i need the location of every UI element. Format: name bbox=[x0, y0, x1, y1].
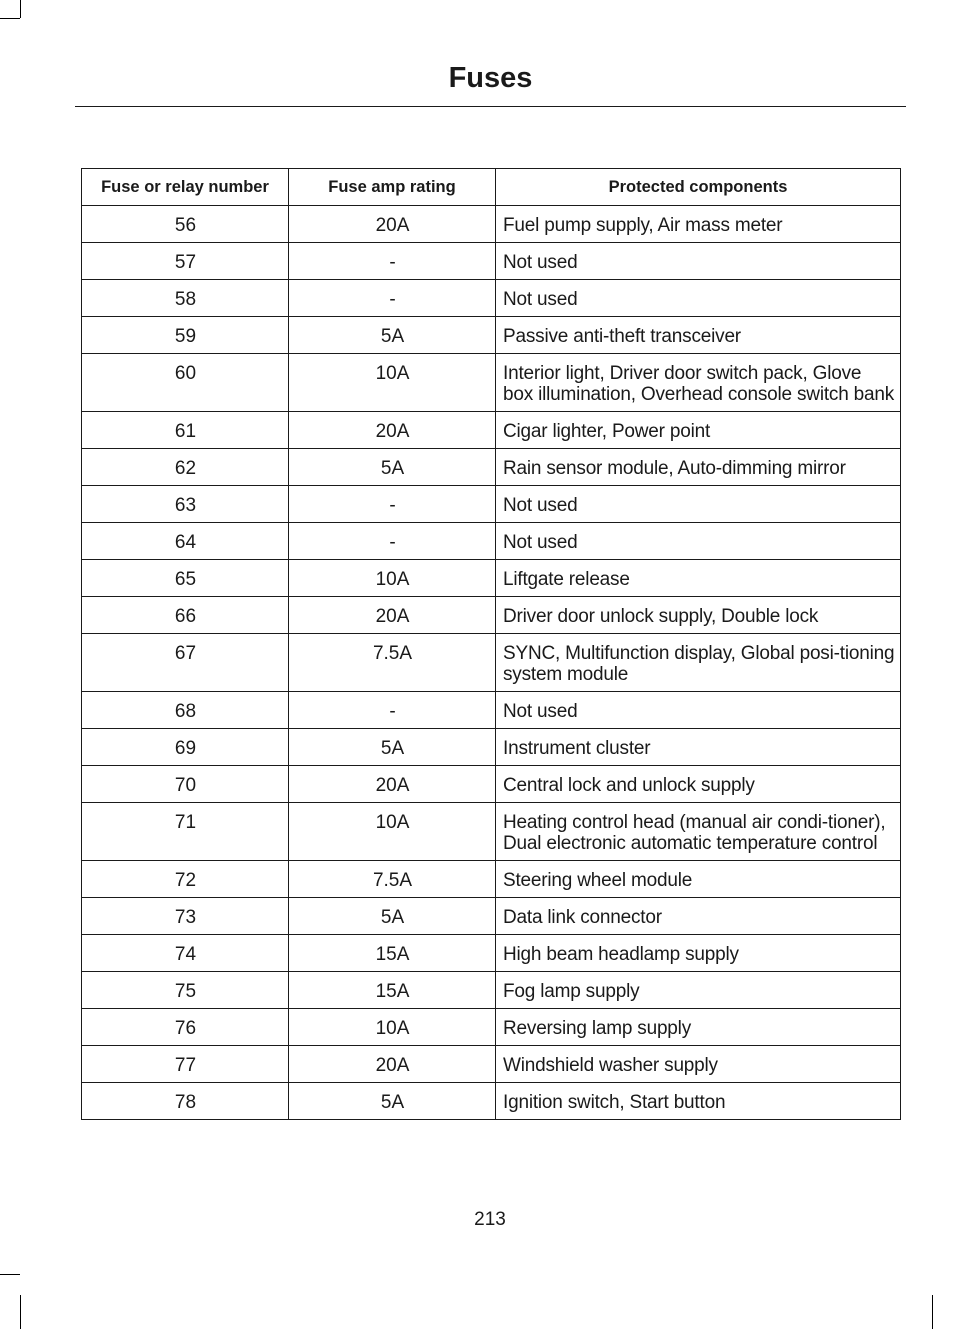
table-row bbox=[82, 898, 901, 935]
table-header-row bbox=[82, 169, 901, 206]
fuse-number-cell: 58 bbox=[82, 280, 289, 317]
table-row bbox=[82, 766, 901, 803]
table-row bbox=[82, 206, 901, 243]
fuse-number-cell: 63 bbox=[82, 486, 289, 523]
protected-components-cell: Not used bbox=[496, 280, 901, 317]
crop-mark bbox=[20, 0, 21, 18]
fuse-number-cell: 66 bbox=[82, 597, 289, 634]
protected-components-cell: Fog lamp supply bbox=[496, 972, 901, 1009]
protected-components-cell: Ignition switch, Start button bbox=[496, 1083, 901, 1120]
protected-components-cell: Interior light, Driver door switch pack, Glove box illumination, Overhead console switch bank bbox=[496, 354, 901, 412]
amp-rating-cell: - bbox=[289, 486, 496, 523]
amp-rating-cell: - bbox=[289, 523, 496, 560]
table-row bbox=[82, 1083, 901, 1120]
amp-rating-cell: 15A bbox=[289, 972, 496, 1009]
fuse-number-cell: 70 bbox=[82, 766, 289, 803]
amp-rating-cell: 10A bbox=[289, 354, 496, 412]
protected-components-cell: High beam headlamp supply bbox=[496, 935, 901, 972]
amp-rating-cell: 20A bbox=[289, 412, 496, 449]
fuse-number-cell: 57 bbox=[82, 243, 289, 280]
protected-components-cell: Driver door unlock supply, Double lock bbox=[496, 597, 901, 634]
fuse-number-cell: 64 bbox=[82, 523, 289, 560]
fuse-number-cell: 69 bbox=[82, 729, 289, 766]
table-row bbox=[82, 803, 901, 861]
protected-components-cell: Rain sensor module, Auto-dimming mirror bbox=[496, 449, 901, 486]
table-row bbox=[82, 861, 901, 898]
amp-rating-cell: 20A bbox=[289, 1046, 496, 1083]
page-number: 213 bbox=[474, 1209, 506, 1230]
table-row bbox=[82, 243, 901, 280]
amp-rating-cell: 10A bbox=[289, 560, 496, 597]
amp-rating-cell: 5A bbox=[289, 1083, 496, 1120]
table-row bbox=[82, 1009, 901, 1046]
protected-components-cell: Not used bbox=[496, 486, 901, 523]
table-row bbox=[82, 935, 901, 972]
protected-components-cell: SYNC, Multifunction display, Global posi-tioning system module bbox=[496, 634, 901, 692]
table-row bbox=[82, 486, 901, 523]
protected-components-cell: Not used bbox=[496, 523, 901, 560]
fuse-number-cell: 74 bbox=[82, 935, 289, 972]
fuse-number-cell: 76 bbox=[82, 1009, 289, 1046]
fuse-number-cell: 68 bbox=[82, 692, 289, 729]
protected-components-cell: Heating control head (manual air condi-tioner), Dual electronic automatic temperature control bbox=[496, 803, 901, 861]
table-row bbox=[82, 972, 901, 1009]
amp-rating-cell: - bbox=[289, 692, 496, 729]
amp-rating-cell: 10A bbox=[289, 803, 496, 861]
protected-components-cell: Not used bbox=[496, 692, 901, 729]
protected-components-cell: Data link connector bbox=[496, 898, 901, 935]
table-row bbox=[82, 449, 901, 486]
table-row bbox=[82, 729, 901, 766]
fuse-number-cell: 56 bbox=[82, 206, 289, 243]
table-row bbox=[82, 523, 901, 560]
fuse-number-cell: 67 bbox=[82, 634, 289, 692]
protected-components-cell: Cigar lighter, Power point bbox=[496, 412, 901, 449]
amp-rating-cell: 5A bbox=[289, 898, 496, 935]
table-row bbox=[82, 412, 901, 449]
table-row bbox=[82, 634, 901, 692]
fuse-number-cell: 62 bbox=[82, 449, 289, 486]
amp-rating-cell: - bbox=[289, 280, 496, 317]
fuse-number-cell: 71 bbox=[82, 803, 289, 861]
crop-mark bbox=[932, 1295, 933, 1329]
protected-components-cell: Passive anti-theft transceiver bbox=[496, 317, 901, 354]
table-row bbox=[82, 354, 901, 412]
protected-components-cell: Fuel pump supply, Air mass meter bbox=[496, 206, 901, 243]
amp-rating-cell: 10A bbox=[289, 1009, 496, 1046]
amp-rating-cell: 7.5A bbox=[289, 861, 496, 898]
amp-rating-cell: 20A bbox=[289, 206, 496, 243]
header-fuse-number: Fuse or relay number bbox=[82, 169, 289, 206]
protected-components-cell: Central lock and unlock supply bbox=[496, 766, 901, 803]
fuse-table bbox=[81, 168, 901, 1120]
protected-components-cell: Steering wheel module bbox=[496, 861, 901, 898]
crop-mark bbox=[0, 1274, 20, 1275]
title-divider bbox=[75, 106, 906, 107]
amp-rating-cell: 20A bbox=[289, 766, 496, 803]
fuse-number-cell: 78 bbox=[82, 1083, 289, 1120]
amp-rating-cell: 15A bbox=[289, 935, 496, 972]
table-row bbox=[82, 692, 901, 729]
amp-rating-cell: 5A bbox=[289, 317, 496, 354]
page-title: Fuses bbox=[448, 62, 533, 94]
protected-components-cell: Not used bbox=[496, 243, 901, 280]
protected-components-cell: Liftgate release bbox=[496, 560, 901, 597]
crop-mark bbox=[0, 18, 20, 19]
crop-mark bbox=[20, 1295, 21, 1329]
header-protected-components: Protected components bbox=[496, 169, 901, 206]
amp-rating-cell: 5A bbox=[289, 729, 496, 766]
table-row bbox=[82, 280, 901, 317]
table-row bbox=[82, 597, 901, 634]
protected-components-cell: Windshield washer supply bbox=[496, 1046, 901, 1083]
table-row bbox=[82, 1046, 901, 1083]
amp-rating-cell: - bbox=[289, 243, 496, 280]
protected-components-cell: Reversing lamp supply bbox=[496, 1009, 901, 1046]
fuse-number-cell: 77 bbox=[82, 1046, 289, 1083]
table-body bbox=[82, 206, 901, 1120]
protected-components-cell: Instrument cluster bbox=[496, 729, 901, 766]
fuse-number-cell: 59 bbox=[82, 317, 289, 354]
fuse-number-cell: 73 bbox=[82, 898, 289, 935]
amp-rating-cell: 20A bbox=[289, 597, 496, 634]
table-row bbox=[82, 317, 901, 354]
fuse-number-cell: 61 bbox=[82, 412, 289, 449]
table-row bbox=[82, 560, 901, 597]
fuse-number-cell: 60 bbox=[82, 354, 289, 412]
amp-rating-cell: 7.5A bbox=[289, 634, 496, 692]
header-amp-rating: Fuse amp rating bbox=[289, 169, 496, 206]
amp-rating-cell: 5A bbox=[289, 449, 496, 486]
fuse-number-cell: 75 bbox=[82, 972, 289, 1009]
fuse-number-cell: 65 bbox=[82, 560, 289, 597]
fuse-number-cell: 72 bbox=[82, 861, 289, 898]
